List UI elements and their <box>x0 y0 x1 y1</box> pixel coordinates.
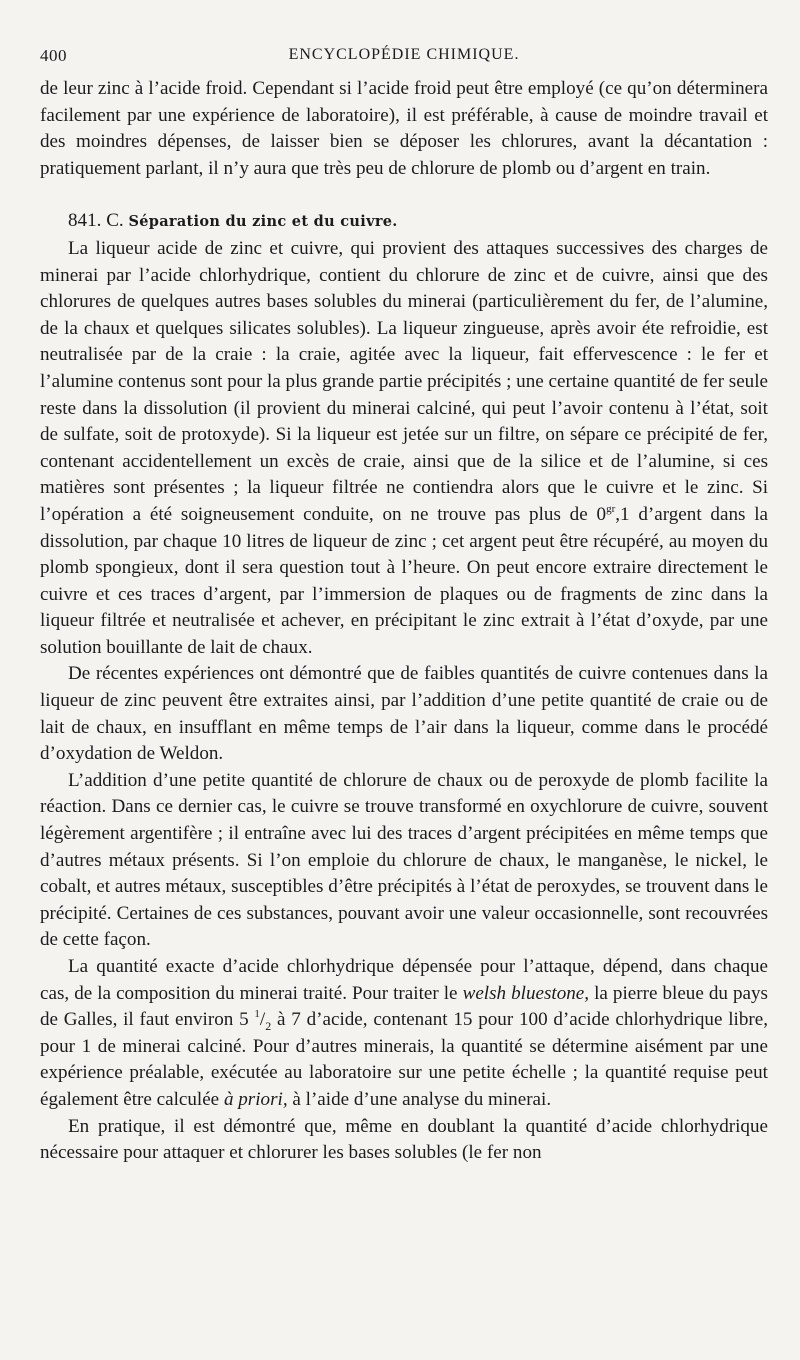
paragraph-text: à l’aide d’une analyse du minerai. <box>292 1088 552 1110</box>
fraction-denominator: 2 <box>265 1019 272 1033</box>
running-title: ENCYCLOPÉDIE CHIMIQUE. <box>288 46 520 63</box>
document-page <box>40 46 768 1170</box>
section-title: Séparation du zinc et du cuivre. <box>128 213 398 231</box>
paragraph-text: ,1 d’argent dans la dissolution, par chaque 10 litres de liqueur de zinc ; cet argent peut être récupéré, au moyen du plomb spongieux, dont il sera question tout à l’heure. On peut encore extraire directement le cuivre et ces traces d’argent, par l’immersion de plaques ou de fragments de zinc dans la liqueur filtrée et neutralisée et achever, en précipitant le zinc extrait à l’état d’oxyde, par une solution bouillante de lait de chaux. <box>40 503 769 658</box>
fraction-numerator: 1 <box>254 1008 260 1021</box>
paragraph-chlorure-addition: L’addition d’une petite quantité de chlorure de chaux ou de peroxyde de plomb facilite la réaction. Dans ce dernier cas, le cuivre se trouve transformé en oxychlorure de cuivre, souvent légèrement argentifère ; il entraîne avec lui des traces d’argent précipitées en même temps que d’autres métaux présents. Si l’on emploie du chlorure de chaux, le manganèse, le nickel, le cobalt, et autres métaux, susceptibles d’être précipités à l’état de peroxydes, se trouvent dans le précipité. Certaines de ces substances, pouvant avoir une valeur occasionnelle, sont recouvrées de cette façon. <box>40 769 768 951</box>
page-header <box>40 46 768 76</box>
paragraph-text: La liqueur acide de zinc et cuivre, qui provient des attaques successives des charges de minerai par l’acide chlorhydrique, contient du chlorure de zinc et de cuivre, ainsi que des chlorures de quelques autres bases solubles du minerai (particulièrement du fer, de l’alumine, de la chaux et quelques silicates solubles). La liqueur zingueuse, après avoir éte refroidie, est neutralisée par de la craie : la craie, agitée avec la liqueur, fait effervescence : le fer et l’alumine contenus sont pour la plus grande partie précipités ; une certaine quantité de fer seule reste dans la dissolution (il provient du minerai calciné, qui peut l’avoir contenu à l’état, soit de sulfate, soit de protoxyde). Si la liqueur est jetée sur un filtre, on sépare ce précipité de fer, contenant accidentellement un excès de craie, ainsi que de la silice et de l’alumine, si ces matières sont présentes ; la liqueur filtrée ne contiendra alors que le cuivre et le zinc. Si l’opération a été soigneusement conduite, on ne trouve pas plus de <box>40 237 768 525</box>
paragraph-separation <box>40 236 768 662</box>
paragraph-text: la pierre bleue du pays de Galles, il faut environ 5 <box>40 982 768 1031</box>
paragraph-practice: En pratique, il est démontré que, même en doublant la quantité d’acide chlorhydrique nécessaire pour attaquer et chlorurer les bases solubles (le fer non <box>40 1115 768 1164</box>
paragraph-text: à 7 d’acide, contenant 15 pour 100 d’acide chlorhydrique libre, pour 1 de minerai calciné. Pour d’autres minerais, la quantité se détermine aisément par une expérience préalable, exécutée au laboratoire sur une petite échelle ; la quantité requise peut également être calculée <box>40 1009 768 1110</box>
body-text <box>40 76 768 1167</box>
page-number: 400 <box>40 46 67 65</box>
paragraph-acid-quantity: La quantité exacte d’acide chlorhydrique dépensée pour l’attaque, dépend, dans chaque cas, de la composition du minerai traité. Pour traiter le welsh bluestone, la pierre bleue du pays de Galles, il faut environ 5 $^1/_2$ à 7 d’acide, contenant 15 pour 100 d’acide chlorhydrique libre, pour 1 de minerai calciné. Pour d’autres minerais, la quantité se détermine aisément par une expérience préalable, exécutée au laboratoire sur une petite échelle ; la quantité requise peut également être calculée à priori, à l’aide d’une analyse du minerai. <box>40 956 768 1110</box>
unit-superscript: gr <box>606 502 616 515</box>
paragraph-continuation: de leur zinc à l’acide froid. Cependant si l’acide froid peut être employé (ce qu’on déterminera facilement par une expérience de laboratoire), il est préférable, à cause de moindre travail et des moindres dépenses, de laisser bien se déposer les chlorures, avant la décantation : pratiquement parlant, il n’y aura que très peu de chlorure de plomb ou d’argent en train. <box>40 78 768 179</box>
section-heading <box>40 208 768 236</box>
unit-value: 0 <box>596 503 607 525</box>
italic-term: à priori, <box>223 1088 288 1110</box>
paragraph-recent-experiments: De récentes expériences ont démontré que de faibles quantités de cuivre contenues dans la liqueur de zinc peuvent être extraites ainsi, par l’addition d’une petite quantité de craie ou de lait de chaux, en insufflant en même temps de l’air dans la liqueur, comme dans le procédé d’oxydation de Weldon. <box>40 663 768 765</box>
section-number: 841. C. <box>68 210 124 232</box>
italic-term: welsh bluestone, <box>462 982 590 1004</box>
paragraph-text: La quantité exacte d’acide chlorhydrique dépensée pour l’attaque, dépend, dans chaque cas, de la composition du minerai traité. Pour traiter le <box>40 956 768 1004</box>
